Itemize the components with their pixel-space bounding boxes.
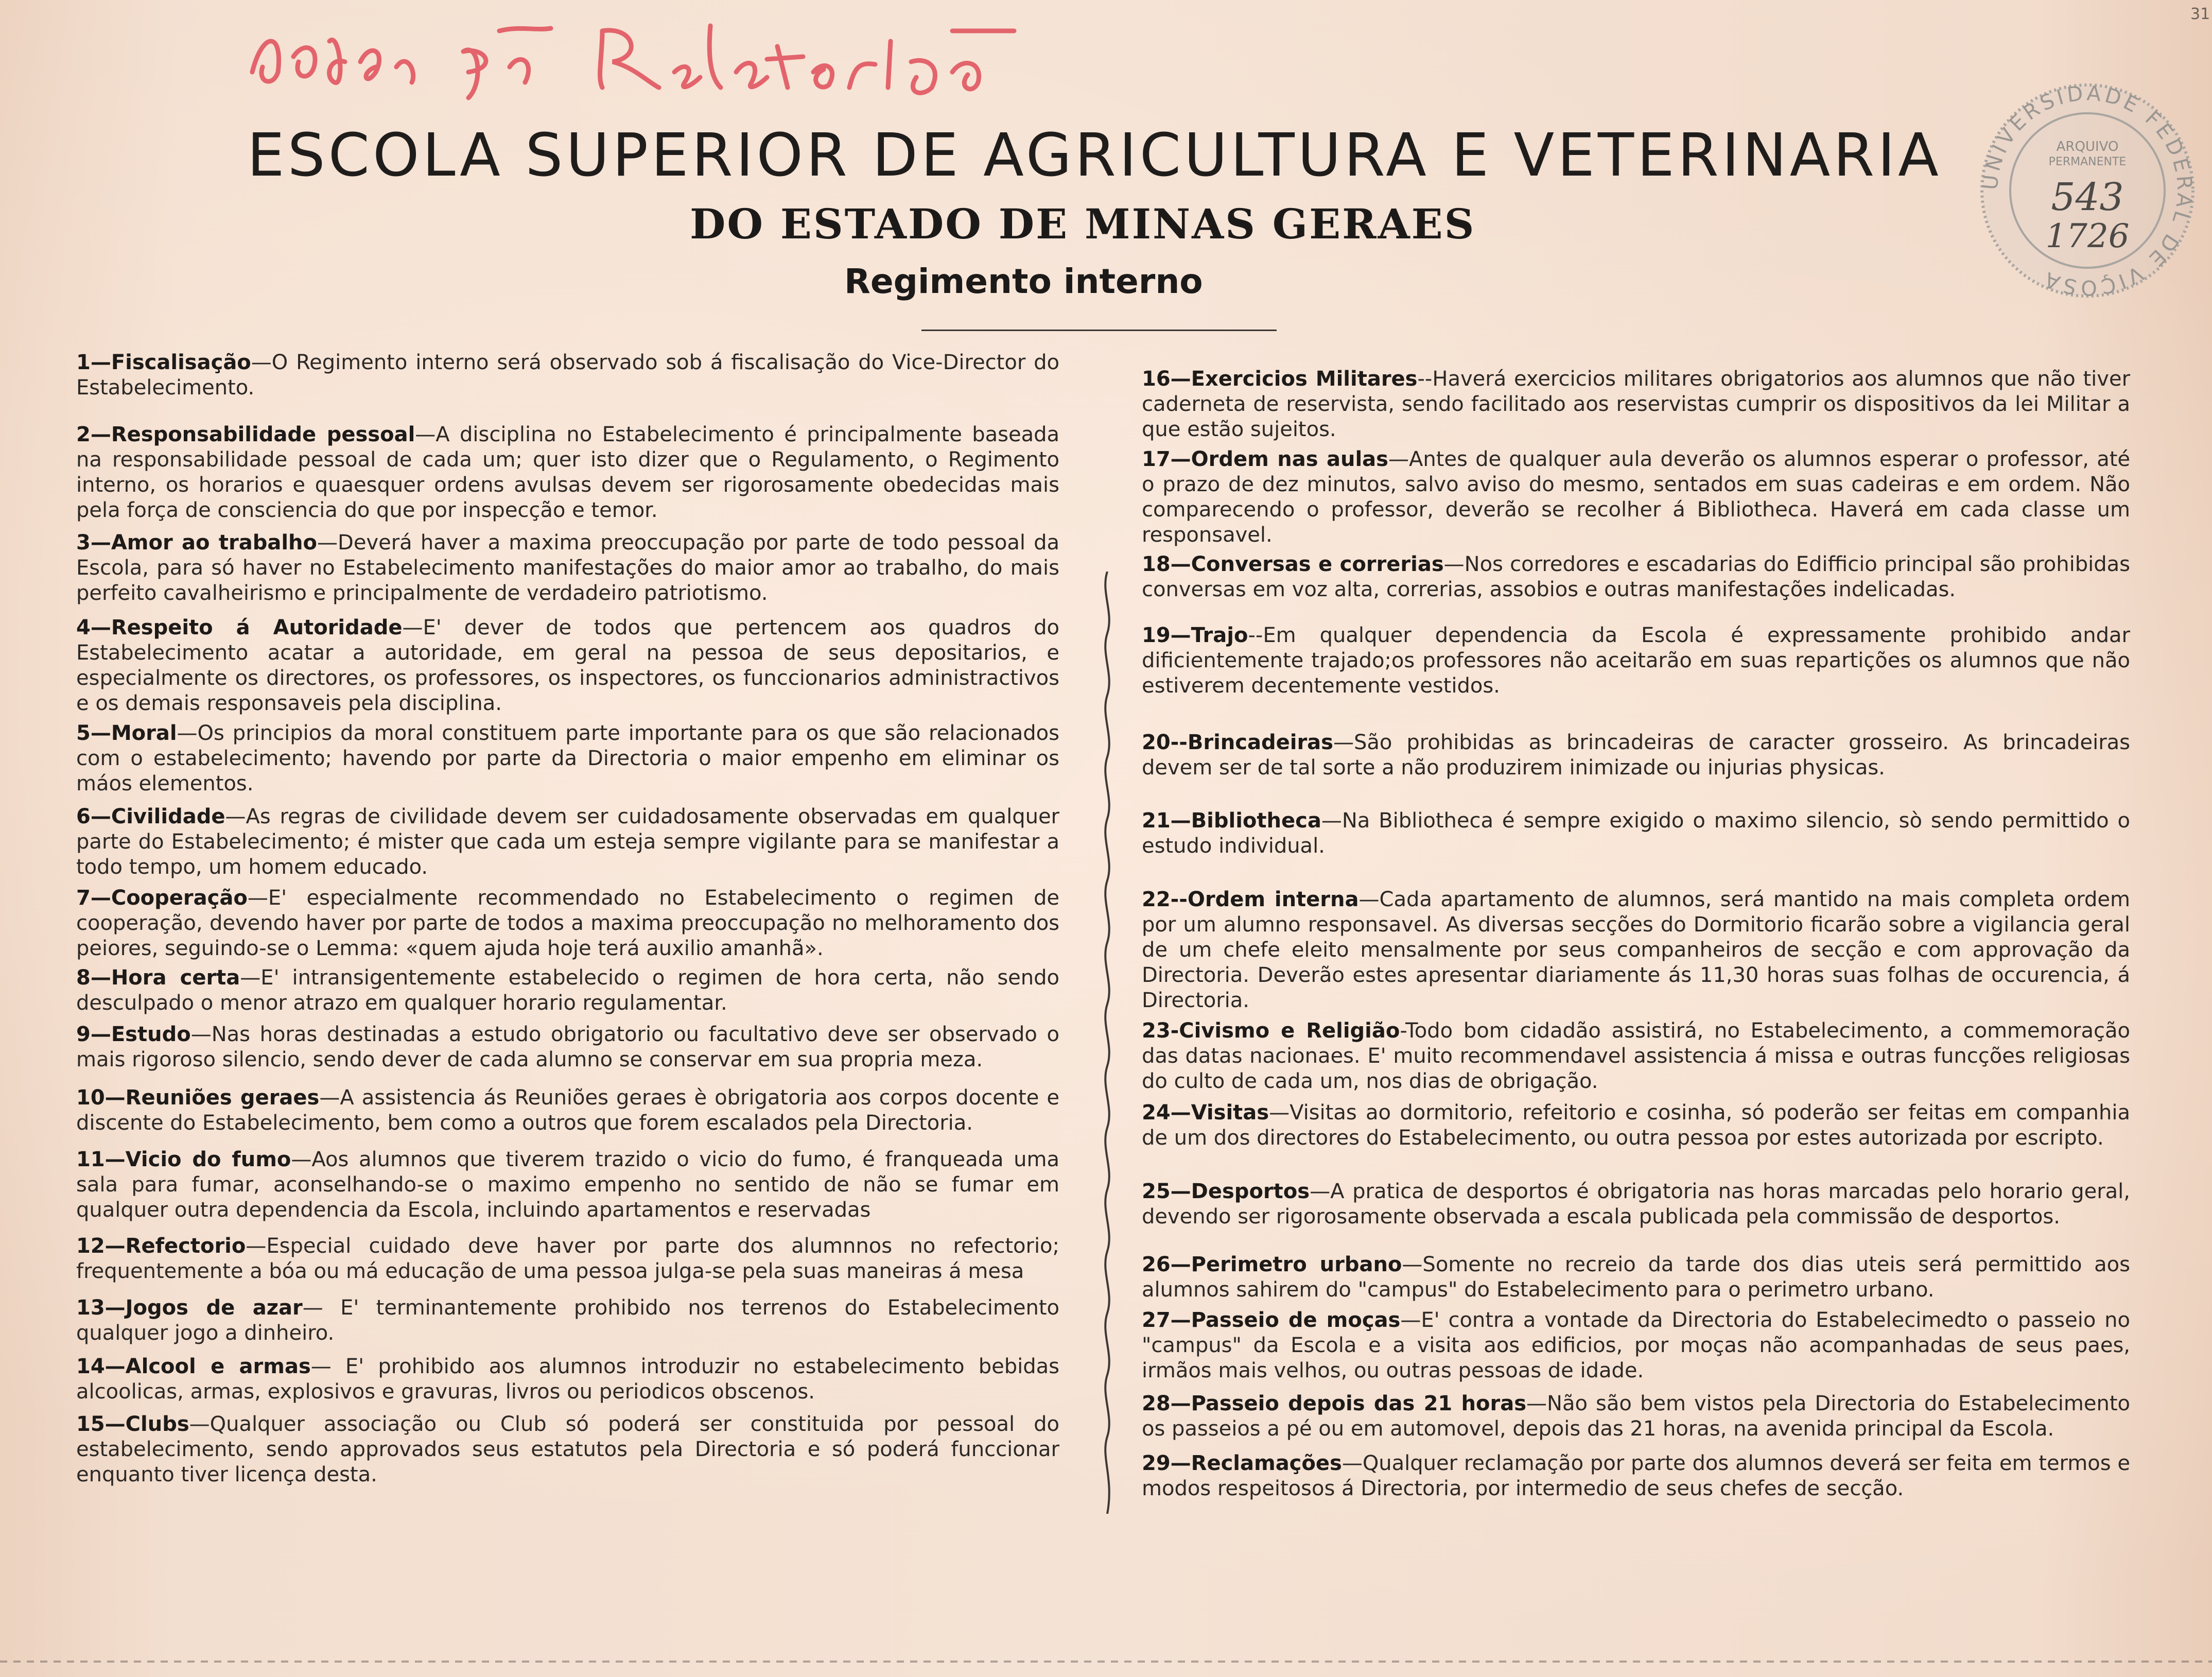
article-heading: 20--Brincadeiras (1142, 731, 1333, 754)
article-heading: 29—Reclamações (1142, 1451, 1342, 1475)
article-text: —Visitas ao dormitorio, refeitorio e cosinha, só poderão ser feitas em companhia de um dos directores do Estabelecimento, ou outra pessoa por estes autorizada por escripto. (1142, 1101, 2130, 1150)
article-paragraph (1142, 1451, 2130, 1501)
document-title: Regimento interno (844, 262, 1203, 301)
article-heading: 22--Ordem interna (1142, 888, 1359, 911)
stamp-ring-text: UNIVERSIDADE FEDERAL DE VIÇOSA (1978, 81, 2197, 300)
article-text: —E' intransigentemente estabelecido o regimen de hora certa, não sendo desculpado o menor atrazo em qualquer horario regulamentar. (76, 966, 1059, 1015)
article-paragraph (1142, 1100, 2130, 1151)
article-text: —Os principios da moral constituem parte importante para os que são relacionados com o estabelecimento; havendo por parte da Directoria o maior empenho em eliminar os máos elementos. (76, 721, 1059, 796)
article-text: —E' especialmente recommendado no Estabelecimento o regimen de cooperação, devendo haver por parte de todos a maxima preoccupação no melhoramento dos peiores, seguindo-se o Lemma: «quem ajuda hoje terá auxilio amanhã». (76, 886, 1059, 960)
institution-title: ESCOLA SUPERIOR DE AGRICULTURA E VETERINARIA (247, 121, 1942, 190)
article-heading: 15—Clubs (76, 1412, 189, 1436)
article-paragraph (1142, 1391, 2130, 1442)
article-paragraph (1142, 1179, 2130, 1230)
article-text: —Deverá haver a maxima preoccupação por parte de todo pessoal da Escola, para só haver no Estabelecimento manifestações do maior amor ao trabalho, do mais perfeito cavalheirismo e principalmente de verdadeiro patriotismo. (76, 531, 1059, 605)
article-heading: 23-Civismo e Religião (1142, 1019, 1400, 1043)
article-heading: 17—Ordem nas aulas (1142, 447, 1388, 471)
article-text: -Todo bom cidadão assistirá, no Estabelecimento, a commemoração das datas nacionaes. E' muito recommendavel assistencia á missa e outras funcções religiosas do culto de cada um, nos dias de obrigação. (1142, 1019, 2130, 1093)
article-heading: 18—Conversas e correrias (1142, 552, 1444, 576)
article-text: —O Regimento interno será observado sob á fiscalisação do Vice-Director do Estabelecimento. (76, 351, 1059, 400)
article-text: —Qualquer associação ou Club só poderá ser constituida por pessoal do estabelecimento, sendo approvados seus estatutos pela Directoria e só poderá funccionar enquanto tiver licença desta. (76, 1412, 1059, 1486)
article-paragraph (1142, 1252, 2130, 1303)
article-heading: 24—Visitas (1142, 1101, 1269, 1125)
article-paragraph (1142, 1018, 2130, 1094)
stamp-label-archive: ARQUIVO (2056, 139, 2119, 154)
article-text: —Nos corredores e escadarias do Edifficio principal são prohibidas conversas em voz alta, correrias, assobios e outras manifestações indelicadas. (1142, 552, 2130, 601)
article-heading: 16—Exercicios Militares (1142, 367, 1418, 391)
article-text: —Na Bibliotheca é sempre exigido o maximo silencio, sò sendo permittido o estudo individual. (1142, 809, 2130, 858)
article-paragraph (1142, 730, 2130, 781)
article-text: —As regras de civilidade devem ser cuidadosamente observadas em qualquer parte do Estabelecimento; é mister que cada um esteja sempre vigilante para se manifestar a todo tempo, um homem educado. (76, 805, 1059, 879)
article-heading: 26—Perimetro urbano (1142, 1253, 1402, 1276)
article-text: — E' prohibido aos alumnos introduzir no estabelecimento bebidas alcoolicas, armas, explosivos e gravuras, livros ou periodicos obscenos. (76, 1355, 1059, 1404)
article-text: --Em qualquer dependencia da Escola é expressamente prohibido andar dificientemente trajado;os professores não aceitarão em suas repartições os alumnos que não estiverem decentemente vestidos. (1142, 624, 2130, 698)
article-paragraph (1142, 808, 2130, 859)
article-paragraph (1142, 623, 2130, 699)
article-text: —E' contra a vontade da Directoria do Estabelecimedto o passeio no "campus" da Escola e a visita aos edificios, por moças não acompanhadas de seus paes, irmãos mais velhos, ou outras pessoas de idade. (1142, 1308, 2131, 1382)
article-heading: 2—Responsabilidade pessoal (76, 423, 415, 446)
article-text: --Haverá exercicios militares obrigatorios aos alumnos que não tiver caderneta de reservista, sendo facilitado aos reservistas cumprir os dispositivos da lei Militar a que estão sujeitos. (1142, 367, 2131, 441)
article-paragraph (1142, 552, 2130, 602)
article-text: —A assistencia ás Reuniões geraes è obrigatoria aos corpos docente e discente do Estabelecimento, bem como a outros que forem escalados pela Directoria. (76, 1086, 1059, 1135)
article-text: —Qualquer reclamação por parte dos alumnos deverá ser feita em termos e modos respeitosos á Directoria, por intermedio de seus chefes de secção. (1142, 1451, 2130, 1500)
article-paragraph (1142, 887, 2130, 1013)
corner-page-mark: 31 (2190, 5, 2210, 23)
article-heading: 1—Fiscalisação (76, 351, 251, 374)
article-text: —A disciplina no Estabelecimento é principalmente baseada na responsabilidade pessoal de cada um; quer isto dizer que o Regulamento, o Regimento interno, os horarios e quaesquer ordens avulsas devem ser rigorosamente obedecidas mais pela força de consciencia do que por inspecção e temor. (76, 423, 1059, 522)
article-text: —E' dever de todos que pertencem aos quadros do Estabelecimento acatar a autoridade, em geral na pessoa de seus depositarios, e especialmente os directores, os professores, os inspectores, os funccionarios administractivos e os demais responsaveis pela disciplina. (76, 616, 1059, 715)
article-text: —Somente no recreio da tarde dos dias uteis será permittido aos alumnos sahirem do "campus" do Estabelecimento para o perimetro urbano. (1142, 1253, 2130, 1302)
article-heading: 7—Cooperação (76, 886, 248, 910)
article-heading: 27—Passeio de moças (1142, 1308, 1401, 1332)
article-text: —Antes de qualquer aula deverão os alumnos esperar o professor, até o prazo de dez minutos, salvo aviso do mesmo, sentados em suas cadeiras e em ordem. Não comparecendo o professor, deverão se recolher á Bibliotheca. Haverá em cada classe um responsavel. (1142, 447, 2130, 547)
article-paragraph (1142, 367, 2130, 442)
article-text: —Cada apartamento de alumnos, será mantido na mais completa ordem por um alumno responsavel. As diversas secções do Dormitorio ficarão sobre a vigilancia geral de um chefe eleito mensalmente por seus companheiros de secção e com approvação da Directoria. Deverão estes apresentar diariamente ás 11,30 horas suas folhas de occurencia, á Directoria. (1142, 888, 2130, 1012)
article-text: —Nas horas destinadas a estudo obrigatorio ou facultativo deve ser observado o mais rigoroso silencio, sendo dever de cada alumno se conservar em sua propria meza. (76, 1023, 1059, 1071)
article-heading: 19—Trajo (1142, 624, 1248, 647)
article-heading: 5—Moral (76, 721, 177, 745)
article-heading: 11—Vicio do fumo (76, 1148, 291, 1171)
article-heading: 14—Alcool e armas (76, 1355, 311, 1378)
article-heading: 21—Bibliotheca (1142, 809, 1321, 833)
article-heading: 10—Reuniões geraes (76, 1086, 320, 1110)
article-text: —A pratica de desportos é obrigatoria nas horas marcadas pelo horario geral, devendo ser rigorosamente observada a escala publicada pela commissão de desportos. (1142, 1180, 2130, 1229)
article-text: — E' terminantemente prohibido nos terrenos do Estabelecimento qualquer jogo a dinheiro. (76, 1296, 1059, 1345)
article-heading: 28—Passeio depois das 21 horas (1142, 1392, 1527, 1415)
article-paragraph (1142, 447, 2130, 548)
article-heading: 8—Hora certa (76, 966, 240, 990)
article-heading: 12—Refectorio (76, 1234, 246, 1258)
article-heading: 4—Respeito á Autoridade (76, 616, 403, 639)
stamp-label-permanent: PERMANENTE (2048, 155, 2127, 168)
bottom-edge (0, 1661, 2212, 1663)
article-heading: 9—Estudo (76, 1023, 191, 1046)
article-heading: 6—Civilidade (76, 805, 225, 828)
article-text: —Aos alumnos que tiverem trazido o vicio do fumo, é franqueada uma sala para fumar, aconselhando-se o maximo empenho no sentido de não se fumar em qualquer outra dependencia da Escola, incluindo apartamentos e reservadas (76, 1148, 1059, 1222)
article-heading: 3—Amor ao trabalho (76, 531, 318, 555)
article-text: —Especial cuidado deve haver por parte dos alumnnos no refectorio; frequentemente a bóa ou má educação de uma pessoa julga-se pela suas maneiras á mesa (76, 1234, 1059, 1283)
stamp-number-1: 543 (2051, 175, 2124, 219)
article-heading: 13—Jogos de azar (76, 1296, 303, 1320)
article-heading: 25—Desportos (1142, 1180, 1310, 1203)
stamp-number-2: 1726 (2045, 217, 2130, 255)
article-text: —Não são bem vistos pela Directoria do Estabelecimento os passeios a pé ou em automovel, depois das 21 horas, na avenida principal da Escola. (1142, 1392, 2131, 1441)
state-subtitle: DO ESTADO DE MINAS GERAES (690, 200, 1476, 248)
article-paragraph (1142, 1308, 2130, 1384)
article-text: —São prohibidas as brincadeiras de caracter grosseiro. As brincadeiras devem ser de tal sorte a não produzirem inimizade ou injurias physicas. (1142, 731, 2130, 780)
